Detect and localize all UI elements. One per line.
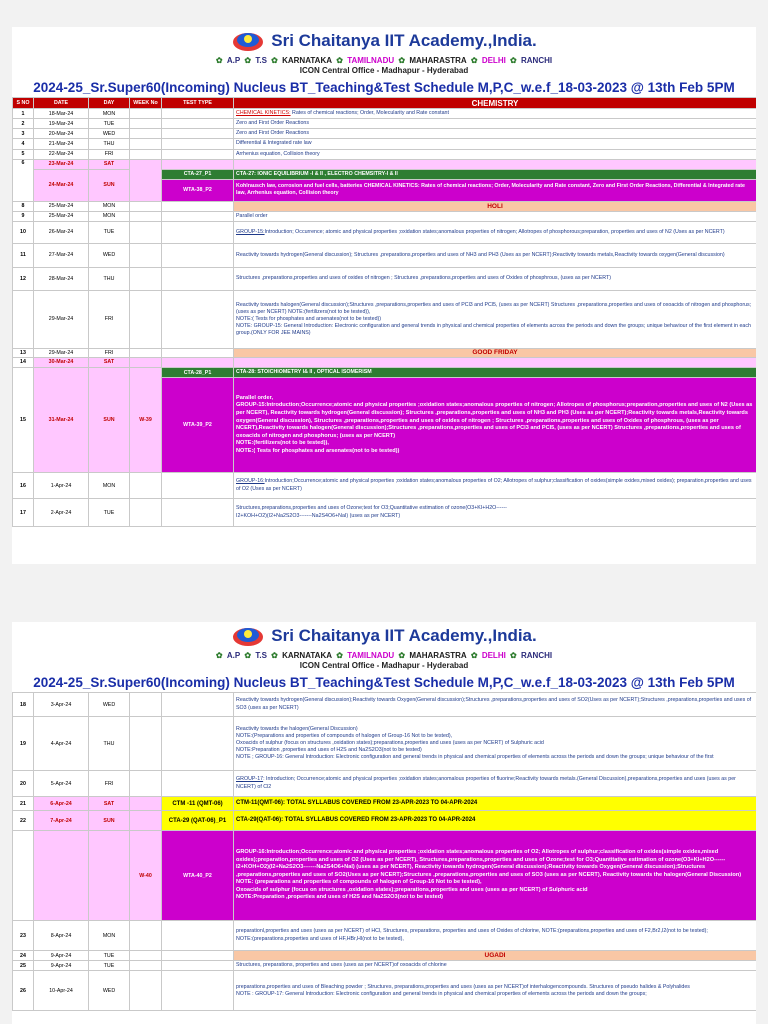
schedule-title: 2024-25_Sr.Super60(Incoming) Nucleus BT_Teaching&Test Schedule M,P,C_w.e.f_18-03-2023 @ 13th Feb 5PM [33, 675, 735, 690]
sri-chaitanya-logo-icon [231, 29, 265, 53]
table-row: 19 4-Apr-24 THU Reactivity towards the halogen(General Discussion) NOTE:(Preparations and properties of compounds of halogen of Group-16 Not to be tested), Oxoacids of sulphur (focus on structures ,oxidation states);preparations,properties and uses (uses as per NCERT) of Sulphuric acid NOTE:Preparation ,properties and uses of H2S and Na2S2O3(not to be tested) NOTE ; GROUP-16: General Introduction: Electronic configuration and general trends in physical and chemical properties of elements across the periods and down the groups; unique behaviour of the first [13, 717, 757, 771]
col-date: DATE [34, 98, 89, 109]
col-sno: S NO [13, 98, 34, 109]
table-row: 25 9-Apr-24 TUE Structures, preparations, properties and uses (uses as per NCERT)of oxoacids of chlorine [13, 961, 757, 971]
col-day: DAY [89, 98, 130, 109]
table-row: 29-Mar-24 FRI Reactivity towards halogen(General discussion);Structures ,preparations,properties and uses of PCl3 and PCl5, (uses as per NCERT) Structures ,preparations,properties and uses of oxoacids of nitrogen and phosphorus; (uses as per NCERT) NOTE:(fertilizers(not to be tested)), NOTE:( Tests for phosphates and arsenates(not to be tested)) NOTE: GROUP-15: General Introduction: Electronic configuration and general trends in physical and chemical properties of elements across the periods and down the groups; unique behaviour of the first element in each group.(ONLY FOR JEE MAINS) [13, 290, 757, 348]
table-row: 22 7-Apr-24 SUN CTA-29 (QAT-06)_P1 CTA-29(QAT-06): TOTAL SYLLABUS COVERED FROM 23-APR-2023 TO 04-APR-2024 [13, 811, 757, 831]
col-week: WEEK No [130, 98, 162, 109]
table-row: 8 25-Mar-24 MON HOLI [13, 201, 757, 211]
schedule-title: 2024-25_Sr.Super60(Incoming) Nucleus BT_Teaching&Test Schedule M,P,C_w.e.f_18-03-2023 @ 13th Feb 5PM [33, 80, 735, 95]
brand-suffix: IIT Academy.,India. [384, 31, 537, 50]
schedule-page-1 [12, 27, 756, 564]
page-header [12, 27, 756, 97]
table-row: 20 5-Apr-24 FRI GROUP-17: Introduction; Occurrence;atomic and physical properties ;oxidation states;anomalous properties of fluorine;Reactivity towards metals.(General Discussion),preparations,properties and uses (uses as per NCERT) of Cl2 [13, 771, 757, 797]
table-row: W-40 WTA-40_P2 GROUP-16:Introduction;Occurrence;atomic and physical properties ;oxidation states;anomalous properties of O2; Allotropes of sulphur;classification of oxides(simple oxides,mixed oxides);preparation,properties and uses of O2 (Uses as per NCERT), Structures,preparations,properties and uses of Ozone;test for O3;Quantitative estimation of ozone(O3+KI+H2O------ I2+KOH+O2)(I2+Na2S2O3-------Na2S4O6+NaI) (uses as per NCERT), Reactivity towards hydrogen(General discussion);Reactivity towards Oxygen(General discussion);Structures ,preparations,properties and uses of SO2(Uses as per NCERT);Structures ,preparations,properties and uses of SO3 (uses as per NCERT), Reactivity towards the halogen(General Discussion) NOTE: (preparations and properties of compounds of halogen of Group-16 Not to be tested), Oxoacids of sulphur (focus on structures ,oxidation states);preparations,properties and uses (uses as per NCERT) of Sulphuric acid NOTE:Preparation ,properties and uses of H2S and Na2S2O3(not to be tested) [13, 831, 757, 921]
table-row: WTA-39_P2 Parallel order, GROUP-15:Introduction;Occurrence;atomic and physical properties ;oxidation states;anomalous properties of nitrogen; Allotropes of phosphorus;preparation,properties and uses of N2 (Uses as per NCERT), Reactivity towards hydrogen(General discussion); Structures ,preparations,properties and uses of NH3 and PH3 (Uses as per NCERT);Reactivity towards metals,Reactivity towards oxygen(General discussion), Structures ,preparations,properties and uses of oxides of nitrogen ; Structures ,preparations,properties and uses of Oxides of phosphrous, (uses as per NCERT),Reactivity towards halogen(General discussion);Structures ,preparations,properties and uses of PCl3 and PCl5, (uses as per NCERT) Structures ,preparations,properties and uses of oxoacids of nitrogen and phosphorus; (uses as per NCERT) NOTE:(fertilizers(not to be tested)), NOTE:( Tests for phosphates and arsenates(not to be tested)) [13, 378, 757, 473]
table-row: 13 29-Mar-24 FRI GOOD FRIDAY [13, 348, 757, 357]
brand-name: Sri Chaitanya [271, 31, 380, 50]
table-row: 26 10-Apr-24 WED preparations,properties and uses of Bleaching powder ; Structures, preparations,properties and uses (uses as per NCERT)of interhalogencompounds. Structures of pseudo halides & Polyhalides NOTE : GROUP-17: General Introduction: Electronic configuration and general trends in physical and chemical properties of elements across the periods and down the groups; [13, 971, 757, 1011]
table-row: 2 19-Mar-24 TUE Zero and First Order Reactions [13, 119, 757, 129]
table-row: 12 28-Mar-24 THU Structures ,preparations,properties and uses of oxides of nitrogen ; Structures ,preparations,properties and uses of Oxides of phosphrous, (uses as per NCERT) [13, 267, 757, 290]
table-row: 11 27-Mar-24 WED Reactivity towards hydrogen(General discussion); Structures ,preparations,properties and uses of NH3 and PH3 (Uses as per NCERT);Reactivity towards metals,Reactivity towards oxygen(General discussion) [13, 243, 757, 267]
table-row: WTA-38_P2 Kohlrausch law, corrosion and fuel cells, batteries CHEMICAL KINETICS: Rates of chemical reactions; Order, Molecularity and Rate constant, Zero and First Order Reactions, Differential & Integrated rate law, Arrhenius equation, Collision theory [13, 179, 757, 201]
states-list: ✿ A.P ✿ T.S ✿ KARNATAKA ✿ TAMILNADU ✿ MAHARASTRA ✿ DELHI ✿ RANCHI [215, 56, 553, 65]
states-list: ✿ A.P ✿ T.S ✿ KARNATAKA ✿ TAMILNADU ✿ MAHARASTRA ✿ DELHI ✿ RANCHI [215, 651, 553, 660]
table-row: 9 25-Mar-24 MON Parallel order [13, 211, 757, 221]
table-row: 24-Mar-24 SUN CTA-27_P1 CTA-27: IONIC EQUILIBRIUM -I & II , ELECTRO CHEMSITRY-I & II [13, 169, 757, 179]
table-row: 23 8-Apr-24 MON preparationl,properties and uses (uses as per NCERT) of HCl, Structures, preparations, properties and uses of Oxides of chlorine, NOTE:(preparations,properties and uses of F2,Br2,I2(not to be tested); NOTE:(preparations,properties and uses of HF,HBr,HI(not to be tested), [13, 921, 757, 951]
table-row: 15 31-Mar-24 SUN W-39 CTA-28_P1 CTA-28: STOICHIOMETRY I& II , OPTICAL ISOMERISM [13, 367, 757, 377]
table-row: 18 3-Apr-24 WED Reactivity towards hydrogen(General discussion);Reactivity towards Oxygen(General discussion);Structures ,preparations,properties and uses of SO2(Uses as per NCERT);Structures ,preparations,properties and uses of SO3 (uses as per NCERT) [13, 693, 757, 717]
col-chemistry: CHEMISTRY [234, 98, 757, 109]
table-row: 5 22-Mar-24 FRI Arrhenius equation, Collision theory [13, 149, 757, 159]
sri-chaitanya-logo-icon [231, 624, 265, 648]
table-row: 21 6-Apr-24 SAT CTM -11 (QMT-06) CTM-11(QMT-06): TOTAL SYLLABUS COVERED FROM 23-APR-2023 TO 04-APR-2024 [13, 797, 757, 811]
page-header [12, 622, 756, 692]
brand-name: Sri Chaitanya [271, 626, 380, 645]
brand-suffix: IIT Academy.,India. [384, 626, 537, 645]
table-row: 1 18-Mar-24 MON CHEMICAL KINETICS: Rates of chemical reactions; Order, Molecularity and Rate constant [13, 109, 757, 119]
table-row: 24 9-Apr-24 TUE UGADI [13, 951, 757, 961]
schedule-page-2 [12, 622, 756, 1024]
table-row: 17 2-Apr-24 TUE Structures,preparations,properties and uses of Ozone;test for O3;Quantitative estimation of ozone(O3+KI+H2O------ I2+KOH+O2)(I2+Na2S2O3-------Na2S4O6+NaI) (uses as per NCERT) [13, 499, 757, 527]
office-line: ICON Central Office - Madhapur - Hyderabad [299, 66, 469, 75]
table-row: 14 30-Mar-24 SAT [13, 357, 757, 367]
table-row: 16 1-Apr-24 MON GROUP-16:Introduction;Occurrence;atomic and physical properties ;oxidation states;anomalous properties of O2; Allotropes of sulphur;classification of oxides(simple oxides,mixed oxides); preparation,properties and uses of O2 (Uses as per NCERT) [13, 473, 757, 499]
schedule-table [12, 692, 756, 1011]
table-row: 6 23-Mar-24 SAT [13, 159, 757, 169]
table-row: 3 20-Mar-24 WED Zero and First Order Reactions [13, 129, 757, 139]
col-test: TEST TYPE [162, 98, 234, 109]
table-row: 10 26-Mar-24 TUE GROUP-15:Introduction; Occurrence; atomic and physical properties ;oxidation states;anomalous properties of nitrogen; Allotropes of phosphorous;preparation, properties and uses of N2 (Uses as per NCERT) [13, 221, 757, 243]
office-line: ICON Central Office - Madhapur - Hyderabad [299, 661, 469, 670]
table-row: 4 21-Mar-24 THU Differential & Integrated rate law [13, 139, 757, 149]
schedule-table [12, 97, 756, 527]
table-header-row [13, 98, 757, 109]
